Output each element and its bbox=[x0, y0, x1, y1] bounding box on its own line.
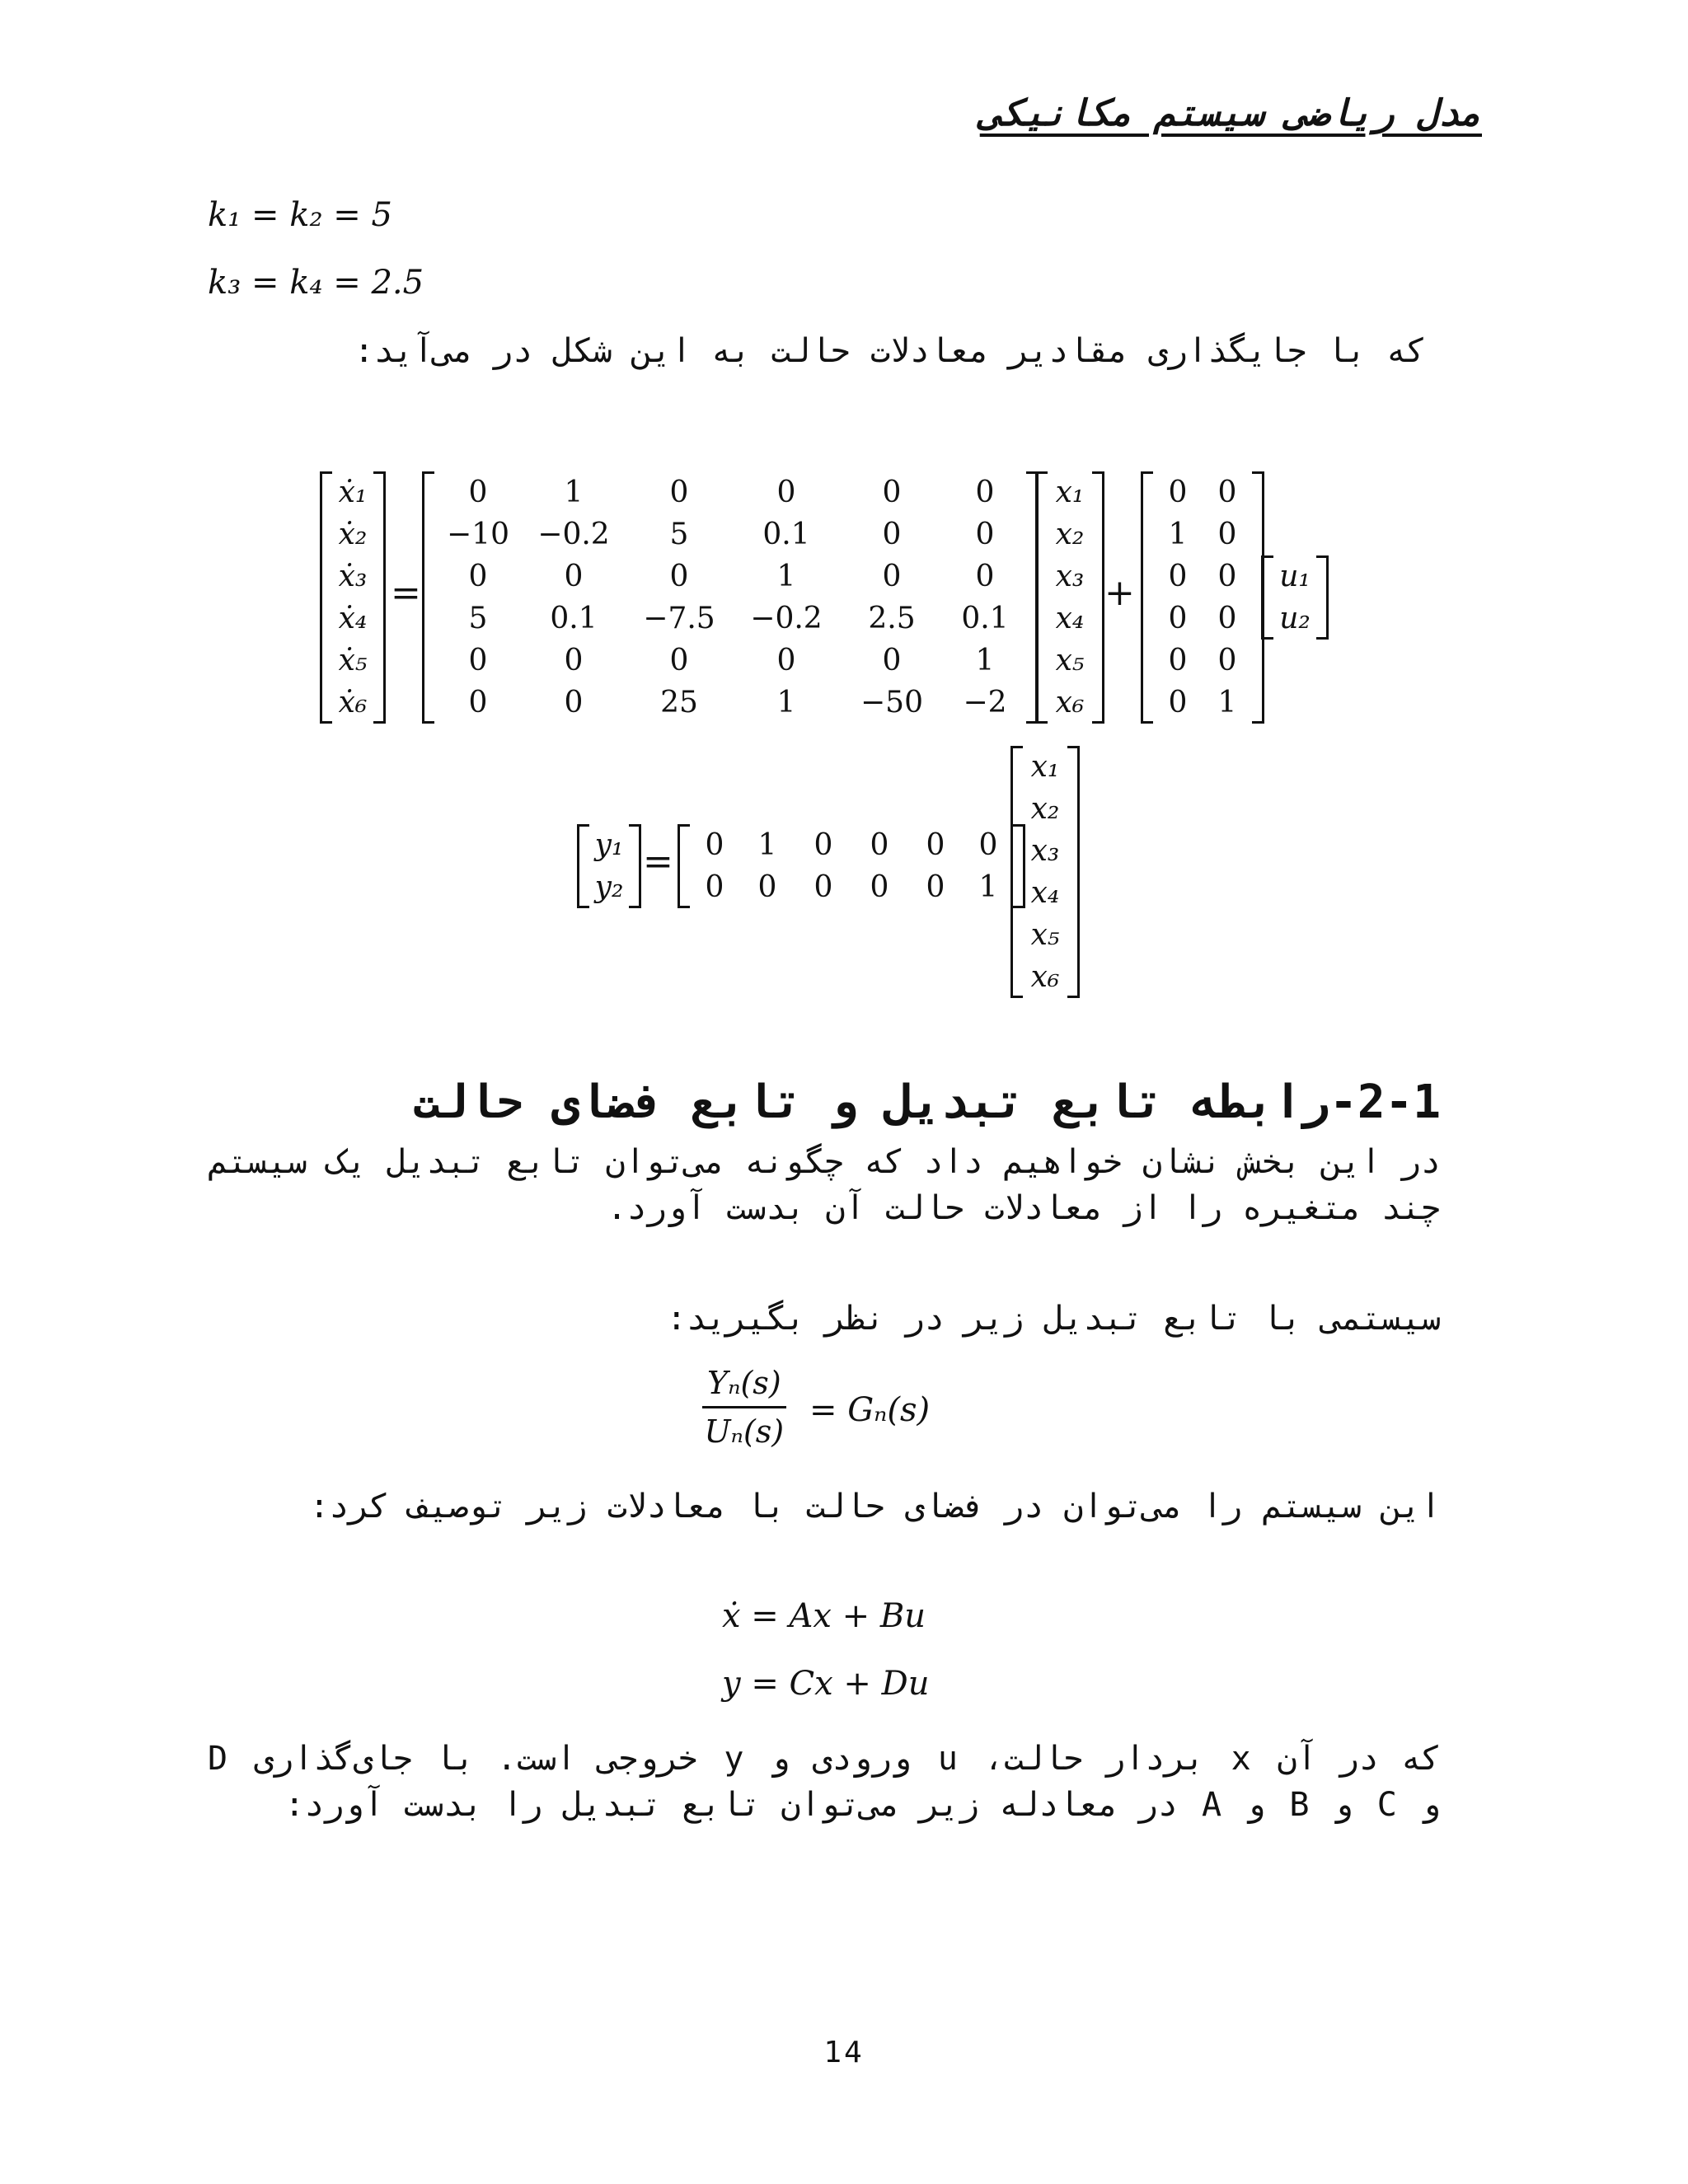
matrix-a-cell: 0 bbox=[564, 644, 584, 677]
matrix-b-cell: 1 bbox=[1168, 518, 1188, 551]
matrix-a-cell: −2 bbox=[963, 686, 1007, 719]
equals-sign: = bbox=[391, 572, 421, 614]
output-x-vector-cell: x₅ bbox=[1030, 918, 1060, 952]
matrix-c-cell: 0 bbox=[978, 828, 998, 862]
xdot-cell: ẋ₄ bbox=[338, 602, 368, 635]
matrix-c-cell: 0 bbox=[705, 870, 724, 904]
matrix-a-cell: −0.2 bbox=[750, 602, 823, 635]
xdot-cell: ẋ₆ bbox=[338, 686, 368, 719]
matrix-b-cell: 0 bbox=[1217, 476, 1237, 509]
plus-sign: + bbox=[1104, 572, 1135, 614]
output-x-vector-cell: x₆ bbox=[1030, 960, 1060, 994]
matrix-b-cell: 0 bbox=[1168, 644, 1188, 677]
u-vector-cell: u₂ bbox=[1279, 602, 1311, 635]
matrix-a-cell: 1 bbox=[776, 686, 796, 719]
matrix-a-cell: 25 bbox=[660, 686, 698, 719]
page-number: 14 bbox=[823, 2036, 865, 2069]
x-vector-cell: x₃ bbox=[1055, 560, 1085, 593]
x-vector-cell: x₁ bbox=[1055, 476, 1085, 509]
output-x-vector-cell: x₂ bbox=[1030, 792, 1060, 826]
matrix-a-cell: 0.1 bbox=[762, 518, 810, 551]
matrix-b-cell: 0 bbox=[1168, 686, 1188, 719]
matrix-a-cell: 0.1 bbox=[961, 602, 1009, 635]
matrix-a-cell: 1 bbox=[776, 560, 796, 593]
intro-text: که با جایگذاری مقادیر معادلات حالت به این شکل در می‌آید: bbox=[354, 332, 1426, 370]
paragraph-4: که در آن x بردار حالت، u ورودی و y خروجی است. با جای‌گذاری D و C و B و A در معادله زیر می‌توان تابع تبدیل را بدست آورد: bbox=[208, 1740, 1441, 1824]
matrix-a-cell: 0 bbox=[975, 518, 995, 551]
y-vector bbox=[577, 824, 641, 908]
matrix-c-cell: 0 bbox=[757, 870, 777, 904]
matrix-c-cell: 0 bbox=[926, 870, 945, 904]
matrix-a-cell: −7.5 bbox=[643, 602, 715, 635]
matrix-a-cell: 1 bbox=[975, 644, 995, 677]
matrix-b-cell: 0 bbox=[1168, 602, 1188, 635]
matrix-a-cell: 0 bbox=[564, 686, 584, 719]
matrix-a-cell: 0 bbox=[669, 560, 689, 593]
paragraph-3: این سیستم را می‌توان در فضای حالت با معادلات زیر توصیف کرد: bbox=[309, 1488, 1441, 1526]
matrix-c-cell: 0 bbox=[926, 828, 945, 862]
paragraph-2: سیستمی با تابع تبدیل زیر در نظر بگیرید: bbox=[666, 1300, 1441, 1338]
matrix-a-cell: 0 bbox=[975, 560, 995, 593]
matrix-a-cell: 0 bbox=[776, 476, 796, 509]
x-vector bbox=[1035, 471, 1104, 724]
matrix-b-cell: 0 bbox=[1217, 518, 1237, 551]
output-equals-sign: = bbox=[643, 841, 673, 883]
y-vector-cell: y₁ bbox=[594, 828, 624, 862]
param-line-2: k₃ = k₄ = 2.5 bbox=[208, 264, 424, 302]
matrix-a-cell: 0 bbox=[468, 560, 488, 593]
matrix-c-cell: 0 bbox=[814, 828, 833, 862]
matrix-b-cell: 1 bbox=[1217, 686, 1237, 719]
xdot-cell: ẋ₃ bbox=[338, 560, 368, 593]
paragraph-1: در این بخش نشان خواهیم داد که چگونه می‌توان تابع تبدیل یک سیستم چند متغیره را از معادلات حالت آن بدست آورد. bbox=[208, 1143, 1441, 1227]
matrix-a-cell: 5 bbox=[669, 518, 689, 551]
matrix-a-cell: 0 bbox=[468, 686, 488, 719]
matrix-a-cell: 2.5 bbox=[868, 602, 916, 635]
matrix-a-cell: 1 bbox=[564, 476, 584, 509]
matrix-a-cell: 5 bbox=[468, 602, 488, 635]
running-header: مدل ریاضی سیستم مکانیکی bbox=[979, 92, 1482, 134]
matrix-a-cell: 0 bbox=[882, 560, 902, 593]
matrix-c-cell: 0 bbox=[705, 828, 724, 862]
matrix-a-cell: −10 bbox=[447, 518, 509, 551]
matrix-a-cell: 0 bbox=[468, 476, 488, 509]
matrix-a-cell: 0 bbox=[468, 644, 488, 677]
y-vector-cell: y₂ bbox=[594, 870, 624, 904]
transfer-function-fraction bbox=[702, 1365, 786, 1450]
u-vector bbox=[1261, 555, 1329, 640]
matrix-a-cell: 0 bbox=[882, 518, 902, 551]
matrix-a-cell: 0 bbox=[564, 560, 584, 593]
matrix-a bbox=[422, 471, 1039, 724]
matrix-a-cell: −50 bbox=[860, 686, 923, 719]
tf-rhs: = Gₙ(s) bbox=[809, 1391, 931, 1429]
matrix-b-cell: 0 bbox=[1168, 476, 1188, 509]
output-x-vector bbox=[1010, 746, 1080, 998]
x-vector-cell: x₅ bbox=[1055, 644, 1085, 677]
output-equation-general: y = Cx + Du bbox=[722, 1665, 930, 1703]
matrix-a-cell: 0 bbox=[882, 644, 902, 677]
output-x-vector-cell: x₄ bbox=[1030, 876, 1060, 910]
param-line-1: k₁ = k₂ = 5 bbox=[208, 196, 392, 234]
matrix-c-cell: 0 bbox=[870, 828, 889, 862]
x-vector-cell: x₄ bbox=[1055, 602, 1085, 635]
matrix-c-cell: 0 bbox=[870, 870, 889, 904]
matrix-a-cell: 0 bbox=[669, 476, 689, 509]
output-x-vector-cell: x₁ bbox=[1030, 750, 1060, 784]
matrix-a-cell: 0 bbox=[669, 644, 689, 677]
x-vector-cell: x₆ bbox=[1055, 686, 1085, 719]
state-equation-general: ẋ = Ax + Bu bbox=[722, 1597, 926, 1635]
matrix-a-cell: 0 bbox=[776, 644, 796, 677]
output-x-vector-cell: x₃ bbox=[1030, 834, 1060, 868]
matrix-c-cell: 1 bbox=[978, 870, 998, 904]
u-vector-cell: u₁ bbox=[1279, 560, 1311, 593]
xdot-cell: ẋ₁ bbox=[338, 476, 368, 509]
matrix-a-cell: 0.1 bbox=[550, 602, 598, 635]
section-heading: 2-1-رابطه تابع تبدیل و تابع فضای حالت bbox=[412, 1076, 1441, 1129]
matrix-b-cell: 0 bbox=[1217, 602, 1237, 635]
matrix-a-cell: 0 bbox=[975, 476, 995, 509]
matrix-a-cell: 0 bbox=[882, 476, 902, 509]
matrix-b-cell: 0 bbox=[1217, 644, 1237, 677]
matrix-a-cell: −0.2 bbox=[537, 518, 610, 551]
xdot-cell: ẋ₅ bbox=[338, 644, 368, 677]
matrix-b-cell: 0 bbox=[1217, 560, 1237, 593]
matrix-c bbox=[678, 824, 1025, 908]
xdot-vector bbox=[320, 471, 386, 724]
matrix-c-cell: 0 bbox=[814, 870, 833, 904]
matrix-b-cell: 0 bbox=[1168, 560, 1188, 593]
x-vector-cell: x₂ bbox=[1055, 518, 1085, 551]
tf-numerator: Yₙ(s) bbox=[702, 1365, 786, 1408]
matrix-b bbox=[1141, 471, 1264, 724]
matrix-c-cell: 1 bbox=[757, 828, 777, 862]
xdot-cell: ẋ₂ bbox=[338, 518, 368, 551]
tf-denominator: Uₙ(s) bbox=[704, 1413, 785, 1450]
